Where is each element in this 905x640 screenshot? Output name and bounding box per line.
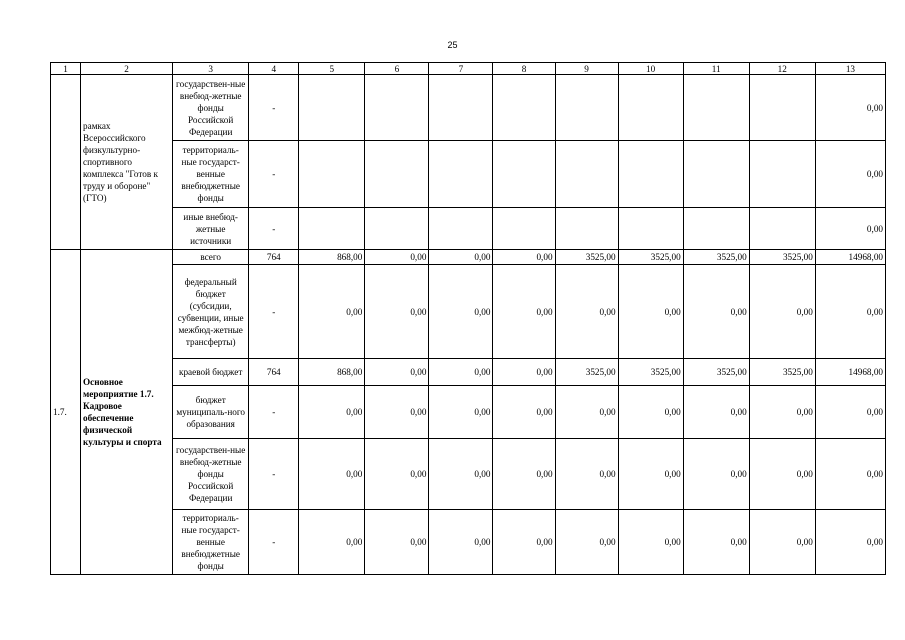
value-cell: 0,00 bbox=[299, 265, 365, 359]
funding-source-cell: иные внебюд-жетные источники bbox=[173, 208, 249, 250]
page-number: 25 bbox=[447, 40, 458, 50]
value-cell: 0,00 bbox=[749, 265, 815, 359]
item-name-cell: рамках Всероссийского физкультурно-спортивного комплекса "Готов к труду и обороне" (ГТО) bbox=[81, 75, 173, 250]
value-cell: 0,00 bbox=[555, 265, 618, 359]
value-cell: 0,00 bbox=[365, 386, 429, 439]
header-cell: 5 bbox=[299, 63, 365, 75]
value-cell: 0,00 bbox=[365, 439, 429, 510]
value-cell: 0,00 bbox=[299, 439, 365, 510]
value-cell: 0,00 bbox=[749, 386, 815, 439]
table-row bbox=[51, 359, 886, 386]
budget-table bbox=[50, 62, 886, 575]
kbk-cell: - bbox=[249, 208, 299, 250]
table-row bbox=[51, 141, 886, 208]
funding-source-cell: краевой бюджет bbox=[173, 359, 249, 386]
item-number-cell bbox=[51, 75, 81, 250]
header-row bbox=[51, 63, 886, 75]
value-cell: 3525,00 bbox=[683, 250, 749, 265]
kbk-cell: - bbox=[249, 439, 299, 510]
value-cell: 0,00 bbox=[683, 439, 749, 510]
value-cell: 0,00 bbox=[365, 359, 429, 386]
funding-source-cell: федеральный бюджет (субсидии, субвенции, иные межбюд-жетные трансферты) bbox=[173, 265, 249, 359]
value-cell: 0,00 bbox=[365, 250, 429, 265]
funding-source-cell: государствен-ные внебюд-жетные фонды Российской Федерации bbox=[173, 75, 249, 141]
header-cell: 2 bbox=[81, 63, 173, 75]
table-row bbox=[51, 439, 886, 510]
kbk-cell: - bbox=[249, 386, 299, 439]
value-cell: 3525,00 bbox=[683, 359, 749, 386]
header-cell: 7 bbox=[429, 63, 493, 75]
total-cell: 0,00 bbox=[815, 510, 885, 575]
value-cell: 0,00 bbox=[683, 386, 749, 439]
total-cell: 14968,00 bbox=[815, 250, 885, 265]
value-cell: 0,00 bbox=[429, 359, 493, 386]
header-cell: 10 bbox=[618, 63, 683, 75]
value-cell: 0,00 bbox=[618, 439, 683, 510]
value-cell: 0,00 bbox=[365, 510, 429, 575]
kbk-cell: - bbox=[249, 75, 299, 141]
value-cell: 3525,00 bbox=[618, 250, 683, 265]
value-cell: 0,00 bbox=[429, 265, 493, 359]
value-cell: 0,00 bbox=[618, 265, 683, 359]
table-row bbox=[51, 208, 886, 250]
value-cell: 3525,00 bbox=[618, 359, 683, 386]
kbk-cell: - bbox=[249, 141, 299, 208]
value-cell: 0,00 bbox=[365, 265, 429, 359]
value-cell: 0,00 bbox=[493, 359, 555, 386]
total-cell: 0,00 bbox=[815, 141, 885, 208]
value-cell: 0,00 bbox=[299, 386, 365, 439]
value-cell: 0,00 bbox=[749, 439, 815, 510]
header-cell: 6 bbox=[365, 63, 429, 75]
total-cell: 0,00 bbox=[815, 439, 885, 510]
header-cell: 8 bbox=[493, 63, 555, 75]
funding-source-cell: территориаль-ные государст-венные внебюджетные фонды bbox=[173, 510, 249, 575]
total-cell: 0,00 bbox=[815, 265, 885, 359]
value-cell: 0,00 bbox=[429, 439, 493, 510]
value-cell: 3525,00 bbox=[749, 359, 815, 386]
total-cell: 0,00 bbox=[815, 75, 885, 141]
funding-source-cell: бюджет муниципаль-ного образования bbox=[173, 386, 249, 439]
header-cell: 1 bbox=[51, 63, 81, 75]
kbk-cell: - bbox=[249, 510, 299, 575]
value-cell: 0,00 bbox=[683, 510, 749, 575]
total-cell: 0,00 bbox=[815, 208, 885, 250]
value-cell: 0,00 bbox=[299, 510, 365, 575]
value-cell: 0,00 bbox=[555, 386, 618, 439]
value-cell: 0,00 bbox=[493, 250, 555, 265]
value-cell: 868,00 bbox=[299, 359, 365, 386]
table-row bbox=[51, 250, 886, 265]
header-cell: 9 bbox=[555, 63, 618, 75]
total-cell: 0,00 bbox=[815, 386, 885, 439]
header-cell: 13 bbox=[815, 63, 885, 75]
kbk-cell: 764 bbox=[249, 250, 299, 265]
item-name-cell: Основное мероприятие 1.7. Кадровое обеспечение физической культуры и спорта bbox=[81, 250, 173, 575]
header-cell: 12 bbox=[749, 63, 815, 75]
value-cell: 0,00 bbox=[618, 386, 683, 439]
header-cell: 3 bbox=[173, 63, 249, 75]
value-cell: 0,00 bbox=[493, 439, 555, 510]
kbk-cell: 764 bbox=[249, 359, 299, 386]
value-cell: 0,00 bbox=[493, 265, 555, 359]
value-cell: 0,00 bbox=[618, 510, 683, 575]
table-row bbox=[51, 386, 886, 439]
value-cell: 0,00 bbox=[493, 510, 555, 575]
funding-source-cell: всего bbox=[173, 250, 249, 265]
value-cell: 0,00 bbox=[749, 510, 815, 575]
kbk-cell: - bbox=[249, 265, 299, 359]
header-cell: 11 bbox=[683, 63, 749, 75]
funding-source-cell: государствен-ные внебюд-жетные фонды Российской Федерации bbox=[173, 439, 249, 510]
item-number-cell: 1.7. bbox=[51, 250, 81, 575]
value-cell: 0,00 bbox=[555, 439, 618, 510]
header-cell: 4 bbox=[249, 63, 299, 75]
value-cell: 0,00 bbox=[555, 510, 618, 575]
value-cell: 0,00 bbox=[683, 265, 749, 359]
funding-source-cell: территориаль-ные государст-венные внебюджетные фонды bbox=[173, 141, 249, 208]
value-cell: 3525,00 bbox=[749, 250, 815, 265]
value-cell: 0,00 bbox=[493, 386, 555, 439]
total-cell: 14968,00 bbox=[815, 359, 885, 386]
value-cell: 3525,00 bbox=[555, 250, 618, 265]
value-cell: 3525,00 bbox=[555, 359, 618, 386]
value-cell: 0,00 bbox=[429, 250, 493, 265]
table-row bbox=[51, 75, 886, 141]
value-cell: 0,00 bbox=[429, 510, 493, 575]
value-cell: 0,00 bbox=[429, 386, 493, 439]
table-row bbox=[51, 265, 886, 359]
table-row bbox=[51, 510, 886, 575]
value-cell: 868,00 bbox=[299, 250, 365, 265]
